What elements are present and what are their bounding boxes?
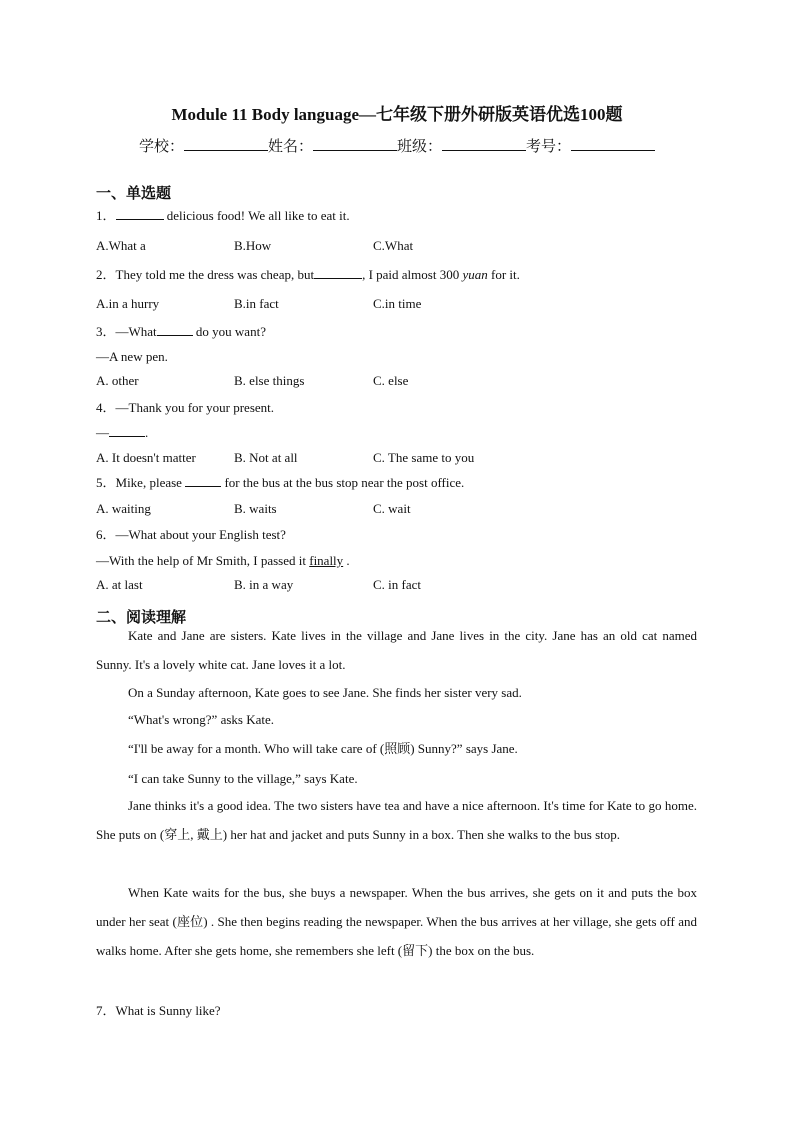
option-b: B.in fact	[234, 296, 279, 311]
option-b: B. Not at all	[234, 450, 298, 465]
option-b: B. waits	[234, 501, 277, 516]
answer-blank	[185, 474, 221, 487]
passage-paragraph: “What's wrong?” asks Kate.	[128, 712, 275, 727]
question-3-reply: —A new pen.	[96, 349, 168, 364]
option-a: A.What a	[96, 238, 146, 253]
option-c: C. else	[373, 373, 409, 388]
page-title: Module 11 Body language—七年级下册外研版英语优选100题	[171, 105, 623, 124]
answer-blank	[109, 424, 145, 437]
question-4: 4．—Thank you for your present.	[96, 400, 275, 415]
underlined-word: finally	[309, 553, 344, 568]
question-6-reply: —With the help of Mr Smith, I passed it finally .	[96, 553, 350, 568]
section-heading-single-choice: 一、单选题	[96, 184, 172, 202]
option-b: B. else things	[234, 373, 305, 388]
section-heading-reading: 二、阅读理解	[96, 608, 187, 626]
question-5: 5．Mike, please for the bus at the bus stop near the post office.	[96, 475, 465, 490]
answer-blank	[314, 266, 362, 279]
option-c: C. The same to you	[373, 450, 475, 465]
name-label: 姓名：	[267, 139, 313, 155]
passage-paragraph: On a Sunday afternoon, Kate goes to see Jane. She finds her sister very sad.	[128, 685, 522, 700]
answer-blank	[116, 207, 164, 220]
option-a: A.in a hurry	[96, 296, 160, 311]
option-a: A. waiting	[96, 501, 151, 516]
class-blank[interactable]	[442, 136, 526, 151]
option-c: C.in time	[373, 296, 422, 311]
option-c: C.What	[373, 238, 414, 253]
passage-paragraph: Kate and Jane are sisters. Kate lives in the village and Jane lives in the city. Jane has an old cat named Sunny. It's a lovely white cat. Jane loves it a lot.	[96, 628, 697, 672]
question-3: 3．—What do you want?	[96, 324, 266, 339]
class-label: 班级：	[397, 139, 443, 155]
student-info-line	[0, 136, 794, 157]
school-blank[interactable]	[184, 136, 268, 151]
option-c: C. in fact	[373, 577, 422, 592]
name-blank[interactable]	[313, 136, 397, 151]
school-label: 学校：	[138, 139, 184, 155]
option-b: B.How	[234, 238, 272, 253]
question-2: 2．They told me the dress was cheap, but , I paid almost 300 yuan for it.	[96, 267, 520, 282]
passage-paragraph: Jane thinks it's a good idea. The two sisters have tea and have a nice afternoon. It's time for Kate to go home. She puts on (穿上, 戴上) her hat and jacket and puts Sunny in a box. Then she walks to the bus stop.	[96, 798, 697, 842]
number-label: 考号：	[526, 139, 572, 155]
question-6: 6．—What about your English test?	[96, 527, 286, 542]
passage-paragraph: When Kate waits for the bus, she buys a newspaper. When the bus arrives, she gets on it and puts the box under her seat (座位) . She then begins reading the newspaper. When the bus arrives at her village, she gets off and walks home. After she gets home, she remembers she left (留下) the box on the bus.	[96, 885, 697, 958]
question-1: 1． delicious food! We all like to eat it.	[96, 208, 350, 223]
number-blank[interactable]	[571, 136, 655, 151]
passage-paragraph: “I'll be away for a month. Who will take care of (照顾) Sunny?” says Jane.	[128, 741, 518, 756]
option-a: A. at last	[96, 577, 143, 592]
option-a: A. It doesn't matter	[96, 450, 196, 465]
option-a: A. other	[96, 373, 139, 388]
option-b: B. in a way	[234, 577, 294, 592]
question-4-reply: — .	[96, 425, 149, 440]
option-c: C. wait	[373, 501, 411, 516]
answer-blank	[157, 323, 193, 336]
passage-paragraph: “I can take Sunny to the village,” says Kate.	[128, 771, 358, 786]
question-7: 7．What is Sunny like?	[96, 1003, 221, 1018]
